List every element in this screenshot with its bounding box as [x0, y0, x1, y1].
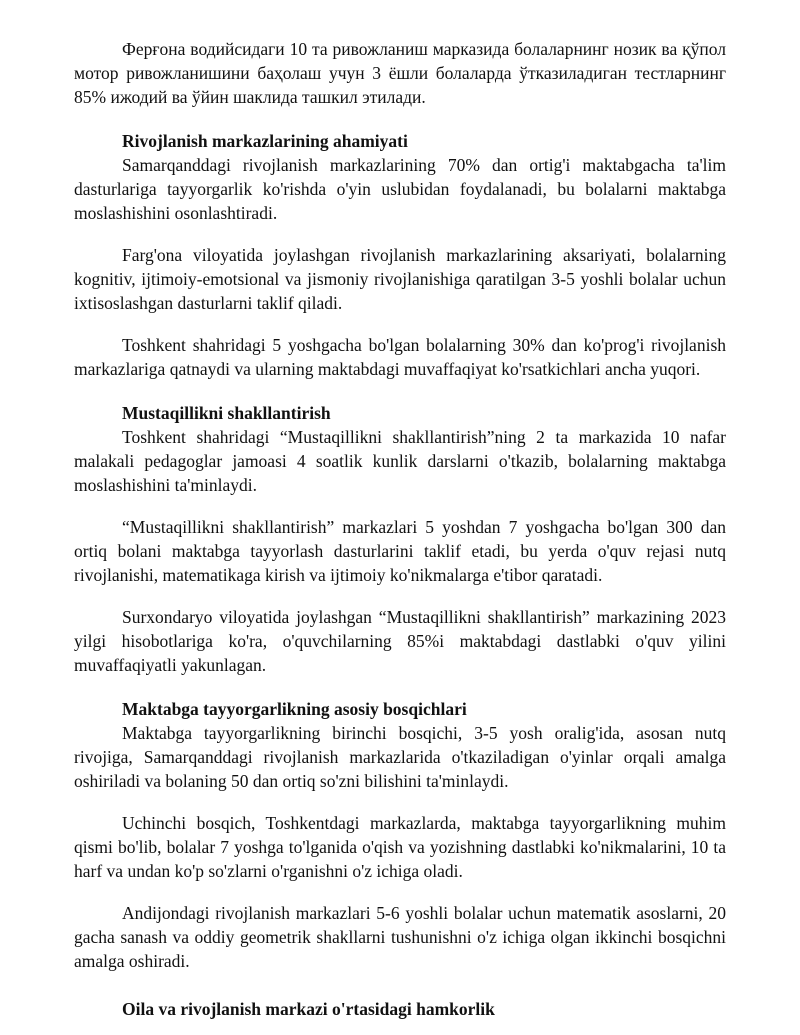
paragraph-independence-teachers: Toshkent shahridagi “Mustaqillikni shakllantirish”ning 2 ta markazida 10 nafar malakali pedagoglar jamoasi 4 soatlik kunlik darslarni o'tkazib, bolalarning maktabga moslashishini ta'minlaydi. — [74, 427, 726, 495]
paragraph-toshkent-attendance: Toshkent shahridagi 5 yoshgacha bo'lgan bolalarning 30% dan ko'prog'i rivojlanish markazlariga qatnaydi va ularning maktabdagi muvaffaqiyat ko'rsatkichlari ancha yuqori. — [74, 335, 726, 379]
paragraph-stage-two: Andijondagi rivojlanish markazlari 5-6 yoshli bolalar uchun matematik asoslarni, 20 gacha sanash va oddiy geometrik shakllarni tushunishni o'z ichiga olgan ikkinchi bosqichni amalga oshiradi. — [74, 903, 726, 971]
document-body — [74, 37, 726, 1021]
paragraph-stage-three: Uchinchi bosqich, Toshkentdagi markazlarda, maktabga tayyorgarlikning muhim qismi bo'lib, bolalar 7 yoshga to'lganida o'qish va yozishning dastlabki ko'nikmalarini, 10 ta harf va undan ko'p so'zlarni o'rganishni o'z ichiga oladi. — [74, 813, 726, 881]
heading-development-centers: Rivojlanish markazlarining ahamiyati — [122, 131, 408, 151]
paragraph-independence-programs: “Mustaqillikni shakllantirish” markazlari 5 yoshdan 7 yoshgacha bo'lgan 300 dan ortiq bolani maktabga tayyorlash dasturlarini taklif etadi, bu yerda o'quv rejasi nutq rivojlanishi, matematikaga kirish va ijtimoiy ko'nikmalarga e'tibor qaratadi. — [74, 517, 726, 585]
heading-independence: Mustaqillikni shakllantirish — [122, 403, 331, 423]
heading-preparation-stages: Maktabga tayyorgarlikning asosiy bosqichlari — [122, 699, 467, 719]
heading-family-cooperation: Oila va rivojlanish markazi o'rtasidagi hamkorlik — [122, 999, 495, 1019]
paragraph-stage-one: Maktabga tayyorgarlikning birinchi bosqichi, 3-5 yosh oralig'ida, asosan nutq rivojiga, Samarqanddagi rivojlanish markazlarida o'tkaziladigan o'yinlar orqali amalga oshiriladi va bolaning 50 dan ortiq so'zni bilishini ta'minlaydi. — [74, 723, 726, 791]
paragraph-samarqand-centers: Samarqanddagi rivojlanish markazlarining 70% dan ortig'i maktabgacha ta'lim dasturlariga tayyorgarlik ko'rishda o'yin uslubidan foydalanadi, bu bolalarni maktabga moslashishini osonlashtiradi. — [74, 155, 726, 223]
paragraph-intro: Ферғона водийсидаги 10 та ривожланиш марказида болаларнинг нозик ва қўпол мотор ривожланишини баҳолаш учун 3 ёшли болаларда ўтказиладиган тестларнинг 85% ижодий ва ўйин шаклида ташкил этилади. — [74, 39, 726, 107]
paragraph-surxondaryo-report: Surxondaryo viloyatida joylashgan “Mustaqillikni shakllantirish” markazining 2023 yilgi hisobotlariga ko'ra, o'quvchilarning 85%i maktabdagi dastlabki o'quv yilini muvaffaqiyatli yakunlagan. — [74, 607, 726, 675]
paragraph-fargona-centers: Farg'ona viloyatida joylashgan rivojlanish markazlarining aksariyati, bolalarning kognitiv, ijtimoiy-emotsional va jismoniy rivojlanishiga qaratilgan 3-5 yoshli bolalar uchun ixtisoslashgan dasturlarni taklif qiladi. — [74, 245, 726, 313]
